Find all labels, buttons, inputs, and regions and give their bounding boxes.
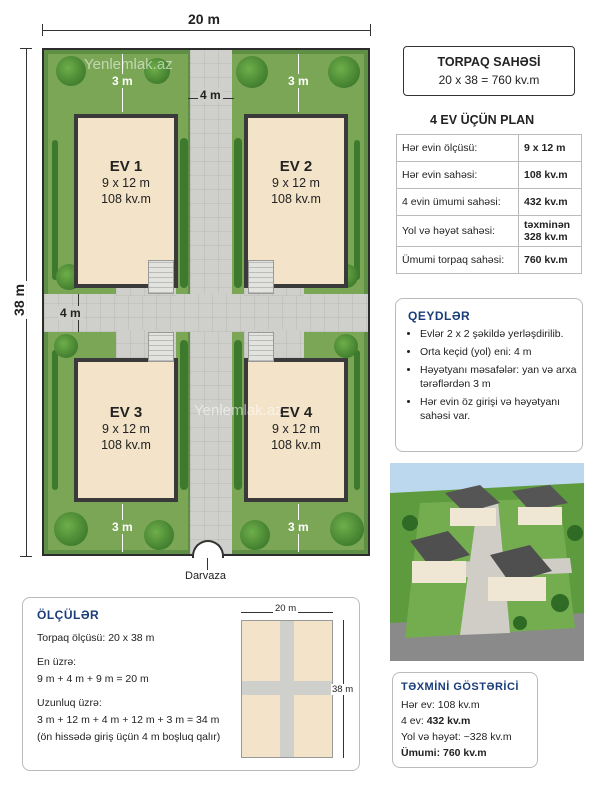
- house-4: [244, 358, 348, 502]
- house-4-name: EV 4: [279, 404, 313, 421]
- watermark: Yenlemlak.az: [84, 56, 173, 73]
- house-4-size: 9 x 12 m: [272, 422, 320, 436]
- estimate-line: [401, 731, 512, 743]
- hedge: [52, 350, 58, 490]
- tree-icon: [513, 616, 527, 630]
- setback-top-left-label: 3 m: [112, 74, 133, 88]
- tree: [54, 334, 78, 358]
- estimate-label: Ümumi:: [401, 747, 443, 759]
- estimate-label: 4 ev:: [401, 715, 427, 727]
- measurement-line: (ön hissədə giriş üçün 4 m boşluq qalır): [37, 731, 221, 743]
- measurement-line: 9 m + 4 m + 9 m = 20 m: [37, 673, 149, 685]
- note-item: • Orta keçid (yol) eni: 4 m: [420, 345, 580, 359]
- house-2-area: 108 kv.m: [271, 192, 321, 206]
- tree: [56, 56, 86, 86]
- mini-width-label: 20 m: [275, 603, 297, 614]
- gate-arrow-line: [207, 558, 208, 570]
- table-row: [397, 162, 582, 189]
- note-item: • Hər evin öz girişi və həyətyanı sahəsi var.: [420, 395, 580, 423]
- house-3: [74, 358, 178, 502]
- tree: [330, 512, 364, 546]
- house-1-area: 108 kv.m: [101, 192, 151, 206]
- estimate-value: 432 kv.m: [426, 715, 471, 727]
- width-dim-tick-right: [370, 24, 371, 36]
- entrance-steps-2: [248, 260, 274, 294]
- hedge: [180, 340, 188, 490]
- house-1-name: EV 1: [109, 158, 143, 175]
- house-4-area: 108 kv.m: [271, 438, 321, 452]
- hedge: [234, 138, 242, 288]
- row-label: Hər evin sahəsi:: [397, 162, 519, 189]
- notes-title: QEYDLƏR: [408, 309, 471, 323]
- tree: [236, 56, 268, 88]
- entrance-steps-3: [148, 332, 174, 362]
- estimate-line: [401, 715, 470, 727]
- row-value: təxminən 328 kv.m: [519, 216, 582, 247]
- hedge: [354, 350, 360, 490]
- house-3-area: 108 kv.m: [101, 438, 151, 452]
- measurement-line: Uzunluq üzrə:: [37, 697, 102, 709]
- measurement-line: En üzrə:: [37, 656, 77, 668]
- mini-plan: [241, 620, 333, 758]
- entrance-steps-4: [248, 332, 274, 362]
- tree: [144, 520, 174, 550]
- estimate-line: [401, 699, 480, 711]
- table-row: [397, 216, 582, 247]
- row-label: Yol və həyət sahəsi:: [397, 216, 519, 247]
- plot-height-label: 38 m: [11, 281, 27, 319]
- house-3-name: EV 3: [109, 404, 143, 421]
- table-row: [397, 247, 582, 274]
- width-dimension-line: [42, 30, 370, 31]
- road-vertical-width-label: 4 m: [200, 88, 221, 102]
- tree: [240, 520, 270, 550]
- gate-label: Darvaza: [185, 570, 226, 582]
- measurements-title: ÖLÇÜLƏR: [37, 608, 100, 622]
- plan-table: [396, 134, 582, 274]
- tree-icon: [402, 515, 418, 531]
- row-value: 760 kv.m: [519, 247, 582, 274]
- notes-list: [396, 327, 580, 423]
- width-dim-tick-left: [42, 24, 43, 36]
- plan-table-title: 4 EV ÜÇÜN PLAN: [430, 113, 535, 127]
- note-item: • Evlər 2 x 2 şəkildə yerləşdirilib.: [420, 327, 580, 341]
- tree-icon: [551, 594, 569, 612]
- estimate-title: TƏXMİNİ GÖSTƏRİCİ: [401, 681, 519, 693]
- estimate-label: Hər ev:: [401, 699, 438, 711]
- setback-bottom-right-label: 3 m: [288, 520, 309, 534]
- estimate-label: Yol və həyət:: [401, 731, 464, 743]
- estimate-value: ~328 kv.m: [463, 731, 512, 743]
- hedge: [354, 140, 360, 280]
- row-label: Ümumi torpaq sahəsi:: [397, 247, 519, 274]
- hedge: [180, 138, 188, 288]
- house-1-size: 9 x 12 m: [102, 176, 150, 190]
- height-dim-tick-bottom: [20, 556, 32, 557]
- house-3-size: 9 x 12 m: [102, 422, 150, 436]
- tree: [54, 512, 88, 546]
- setback-top-right-label: 3 m: [288, 74, 309, 88]
- note-item: • Həyətyanı məsafələr: yan və arxa tərəflərdən 3 m: [420, 363, 580, 391]
- setback-bottom-left-label: 3 m: [112, 520, 133, 534]
- house-2-name: EV 2: [279, 158, 313, 175]
- measurement-line: 3 m + 12 m + 4 m + 12 m + 3 m = 34 m: [37, 714, 220, 726]
- height-dim-tick-top: [20, 48, 32, 49]
- mini-height-label: 38 m: [332, 684, 354, 695]
- entrance-steps-1: [148, 260, 174, 294]
- estimate-panel: [392, 672, 538, 768]
- row-label: Hər evin ölçüsü:: [397, 135, 519, 162]
- render-illustration: [390, 463, 584, 661]
- land-area-box: [403, 46, 575, 96]
- estimate-line: [401, 747, 487, 759]
- plot-width-label: 20 m: [184, 11, 224, 27]
- row-value: 432 kv.m: [519, 189, 582, 216]
- row-label: 4 evin ümumi sahəsi:: [397, 189, 519, 216]
- table-row: [397, 135, 582, 162]
- horizontal-road: [44, 294, 368, 332]
- tree-icon: [567, 525, 583, 541]
- measurements-panel: [22, 597, 360, 771]
- estimate-value: 760 kv.m: [443, 747, 487, 759]
- site-plan: [42, 48, 370, 556]
- land-area-title: TORPAQ SAHƏSİ: [437, 55, 541, 69]
- watermark: Yenlemlak.az: [194, 402, 283, 419]
- mini-road-horizontal: [242, 681, 332, 695]
- road-horizontal-width-label: 4 m: [60, 306, 81, 320]
- hedge: [52, 140, 58, 280]
- land-area-value: 20 x 38 = 760 kv.m: [438, 73, 540, 87]
- estimate-value: 108 kv.m: [437, 699, 480, 711]
- row-value: 108 kv.m: [519, 162, 582, 189]
- notes-panel: [395, 298, 583, 452]
- tree: [334, 334, 358, 358]
- row-value: 9 x 12 m: [519, 135, 582, 162]
- tree: [328, 56, 360, 88]
- house-2-size: 9 x 12 m: [272, 176, 320, 190]
- table-row: [397, 189, 582, 216]
- measurement-line: Torpaq ölçüsü: 20 x 38 m: [37, 632, 155, 644]
